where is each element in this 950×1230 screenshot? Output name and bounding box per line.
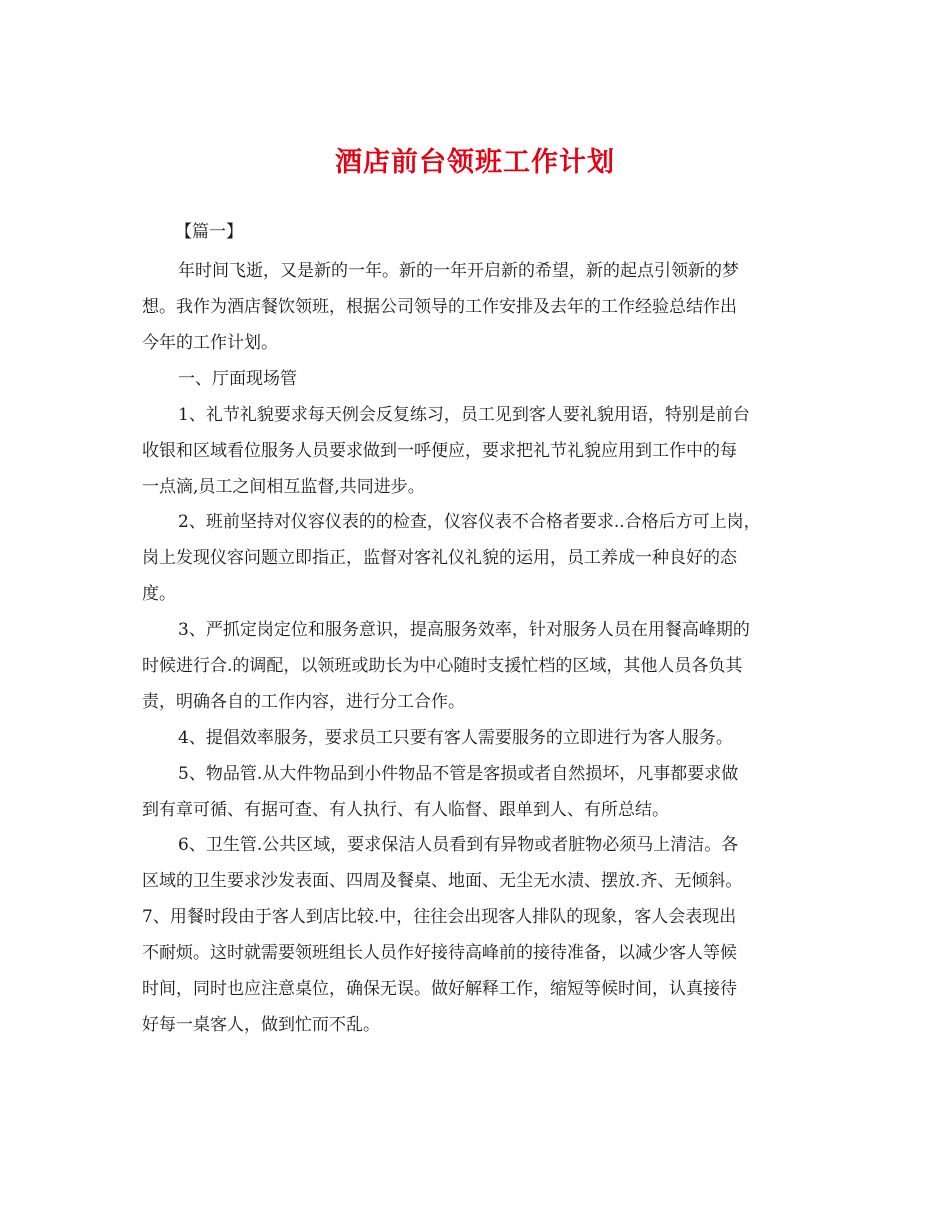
section-label: 【篇一】 bbox=[175, 222, 243, 242]
section-heading: 一、厅面现场管 bbox=[178, 369, 297, 389]
paragraph-line: 5、物品管.从大件物品到小件物品不管是客损或者自然损坏，凡事都要求做 bbox=[178, 764, 739, 784]
paragraph-line: 区域的卫生要求沙发表面、四周及餐桌、地面、无尘无水渍、摆放.齐、无倾斜。 bbox=[142, 871, 743, 891]
paragraph-line: 3、严抓定岗定位和服务意识，提高服务效率，针对服务人员在用餐高峰期的 bbox=[178, 620, 750, 640]
paragraph-line: 1、礼节礼貌要求每天例会反复练习，员工见到客人要礼貌用语，特别是前台 bbox=[178, 405, 750, 425]
paragraph-line: 7、用餐时段由于客人到店比较.中，往往会出现客人排队的现象，客人会表现出 bbox=[142, 907, 737, 927]
paragraph-line: 到有章可循、有据可查、有人执行、有人临督、跟单到人、有所总结。 bbox=[142, 800, 669, 820]
paragraph-line: 好每一桌客人，做到忙而不乱。 bbox=[142, 1015, 380, 1035]
paragraph-line: 6、卫生管.公共区域，要求保洁人员看到有异物或者脏物必须马上清洁。各 bbox=[178, 835, 739, 855]
paragraph-line: 2、班前坚持对仪容仪表的的检查，仪容仪表不合格者要求..合格后方可上岗， bbox=[178, 512, 761, 532]
paragraph-line: 责，明确各自的工作内容，进行分工合作。 bbox=[142, 692, 465, 712]
paragraph-line: 度。 bbox=[142, 584, 176, 604]
paragraph-line: 收银和区域看位服务人员要求做到一呼便应，要求把礼节礼貌应用到工作中的每 bbox=[142, 441, 737, 461]
paragraph-line: 时候进行合.的调配，以领班或助长为中心随时支援忙档的区域，其他人员各负其 bbox=[142, 656, 743, 676]
paragraph-line: 想。我作为酒店餐饮领班，根据公司领导的工作安排及去年的工作经验总结作出 bbox=[142, 297, 737, 317]
paragraph-line: 一点滴,员工之间相互监督,共同进步。 bbox=[142, 477, 425, 497]
paragraph-line: 岗上发现仪容问题立即指正，监督对客礼仪礼貌的运用，员工养成一种良好的态 bbox=[142, 548, 737, 568]
paragraph-line: 4、提倡效率服务，要求员工只要有客人需要服务的立即进行为客人服务。 bbox=[178, 728, 733, 748]
document-title: 酒店前台领班工作计划 bbox=[335, 147, 615, 178]
paragraph-line: 年时间飞逝，又是新的一年。新的一年开启新的希望，新的起点引领新的梦 bbox=[178, 261, 739, 281]
paragraph-line: 时间，同时也应注意桌位，确保无误。做好解释工作，缩短等候时间，认真接待 bbox=[142, 979, 737, 999]
paragraph-line: 不耐烦。这时就需要领班组长人员作好接待高峰前的接待准备，以减少客人等候 bbox=[142, 943, 737, 963]
paragraph-line: 今年的工作计划。 bbox=[142, 333, 278, 353]
